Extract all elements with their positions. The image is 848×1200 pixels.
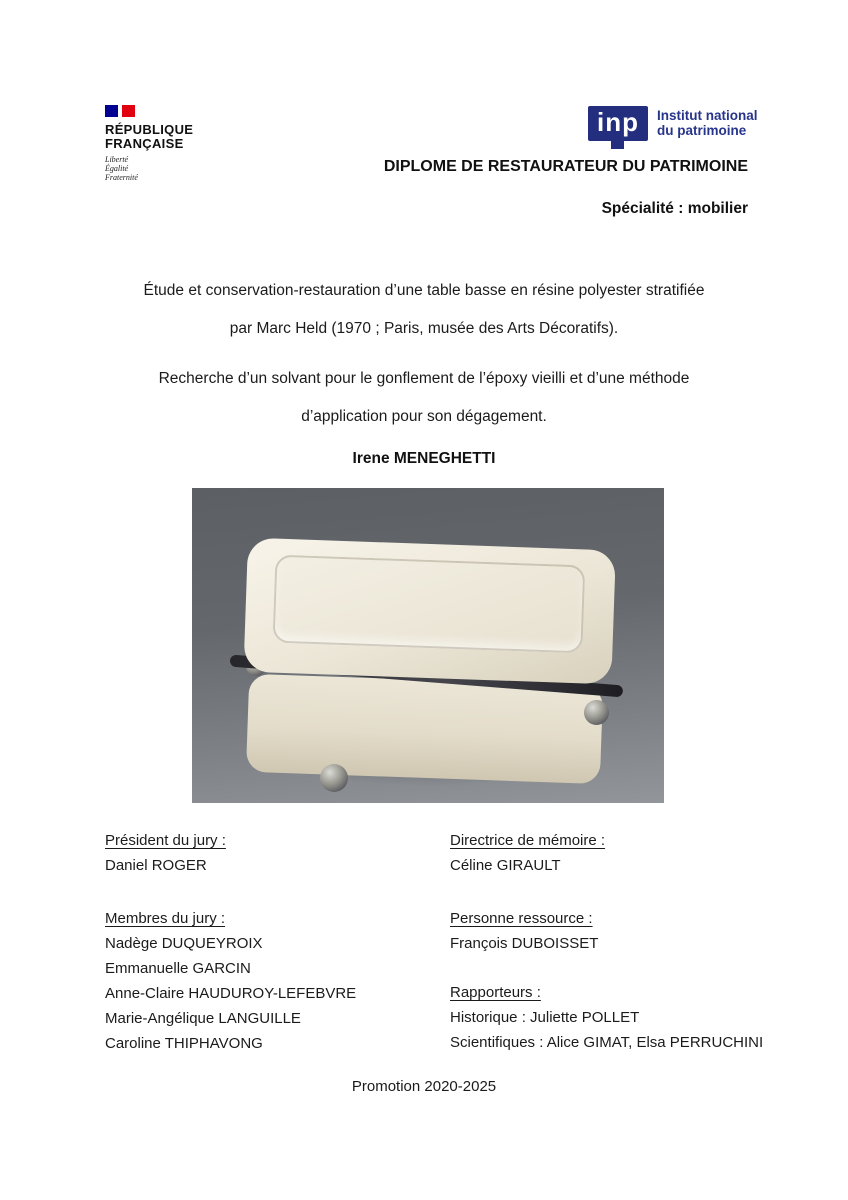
member-name-3: Anne-Claire HAUDUROY-LEFEBVRE [105,985,357,1002]
inp-logo-descender [611,140,624,149]
table-photo [192,488,664,803]
subject-line2: par Marc Held (1970 ; Paris, musée des Arts Décoratifs). [229,320,619,337]
specialty-line: Spécialité : mobilier [601,200,748,217]
inp-logo-icon [588,106,648,141]
subject-line1: Étude et conservation-restauration d’une table basse en résine polyester stratifiée [143,282,705,299]
inp-name [657,106,758,138]
diploma-title: DIPLOME DE RESTAURATEUR DU PATRIMOINE [383,158,748,175]
president-label: Président du jury : [105,832,226,849]
directrice-name: Céline GIRAULT [450,857,561,874]
table-foot-front [320,764,348,792]
president-name: Daniel ROGER [105,857,207,874]
member-name-5: Caroline THIPHAVONG [105,1035,263,1052]
members-label: Membres du jury : [105,910,226,927]
motto-liberte: Liberté [105,155,129,164]
flag-blue-block [105,105,118,117]
member-name-4: Marie-Angélique LANGUILLE [105,1010,301,1027]
flag-red-block [122,105,135,117]
directrice-label: Directrice de mémoire : [450,832,606,849]
subject-line4: d’application pour son dégagement. [301,408,547,425]
author-name: Irene MENEGHETTI [352,450,496,467]
member-name-1: Nadège DUQUEYROIX [105,935,263,952]
rf-logo-title [105,123,245,151]
inp-name-line2: du patrimoine [657,123,747,138]
member-name-2: Emmanuelle GARCIN [105,960,251,977]
rapporteur-scientifiques: Scientifiques : Alice GIMAT, Elsa PERRUCHINI [450,1034,764,1051]
table-body [222,529,634,789]
jury-right-column [450,828,770,1055]
rapporteurs-label: Rapporteurs : [450,984,541,1001]
inp-acronym: inp [597,107,639,137]
inp-logo [588,106,758,141]
promotion-line: Promotion 2020-2025 [351,1078,497,1095]
motto-fraternite: Fraternité [105,173,138,182]
inp-name-line1: Institut national [657,108,758,123]
rf-logo-line2: FRANÇAISE [105,136,184,151]
ressource-name: François DUBOISSET [450,935,599,952]
rapporteur-historique: Historique : Juliette POLLET [450,1009,640,1026]
spacer [450,878,770,906]
ressource-label: Personne ressource : [450,910,593,927]
french-flag-icon [105,105,136,117]
spacer [105,878,450,906]
jury-left-column [105,828,450,1056]
motto-egalite: Égalité [105,164,129,173]
subject-line3: Recherche d’un solvant pour le gonflement de l’époxy vieilli et d’une méthode [158,370,690,387]
spacer [450,956,770,980]
table-foot-right [584,700,609,725]
table-tray-inset [272,555,585,654]
rf-logo-line1: RÉPUBLIQUE [105,122,194,137]
subject-paragraph-2 [90,360,758,436]
table-top [243,538,615,685]
subject-paragraph-1 [90,272,758,348]
